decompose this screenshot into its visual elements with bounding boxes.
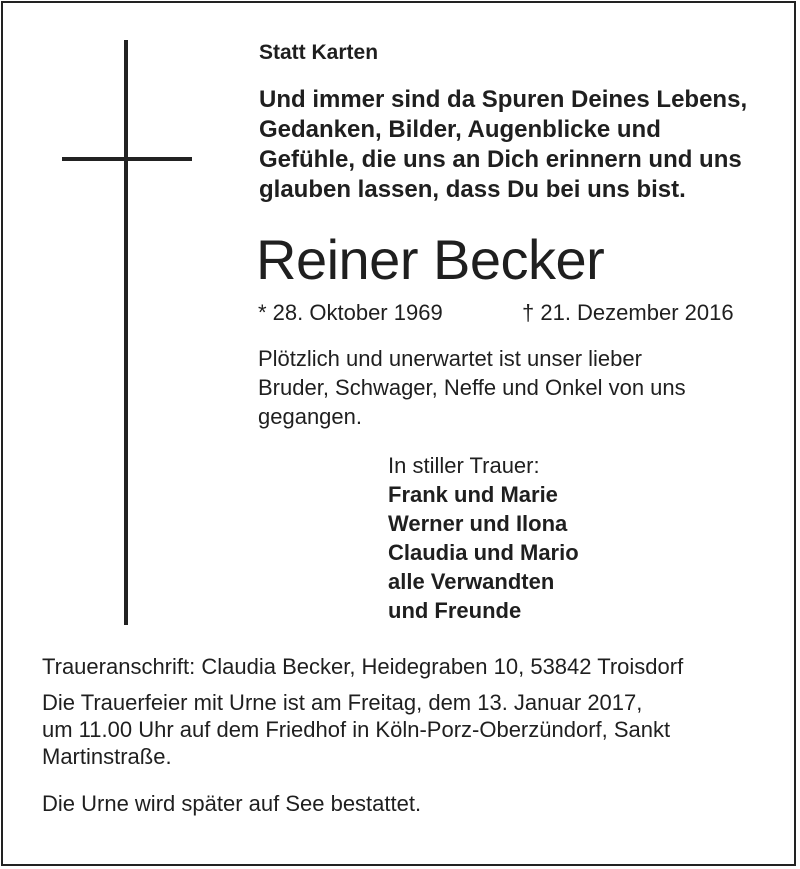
notice-line: Bruder, Schwager, Neffe und Onkel von uns [258, 375, 686, 400]
mourner-name: und Freunde [388, 598, 522, 623]
burial-note: Die Urne wird später auf See bestattet. [42, 791, 422, 816]
quote-line: Und immer sind da Spuren Deines Lebens, [259, 86, 748, 113]
mourner-name: alle Verwandten [388, 569, 555, 594]
quote-line: glauben lassen, dass Du bei uns bist. [259, 176, 686, 203]
deceased-name: Reiner Becker [256, 228, 605, 291]
death-date: † 21. Dezember 2016 [522, 300, 734, 325]
mourner-name: Claudia und Mario [388, 540, 579, 565]
cross-icon-vertical [124, 40, 128, 625]
quote-line: Gefühle, die uns an Dich erinnern und uns [259, 146, 742, 173]
mourner-name: Werner und Ilona [388, 511, 568, 536]
ceremony-line: um 11.00 Uhr auf dem Friedhof in Köln-Porz-Oberzündorf, Sankt [42, 717, 671, 742]
death-notice-text [258, 344, 686, 431]
mourner-name: Frank und Marie [388, 482, 558, 507]
ceremony-details [42, 689, 670, 770]
notice-line: Plötzlich und unerwartet ist unser lieber [258, 346, 642, 371]
notice-line: gegangen. [258, 404, 362, 429]
ceremony-line: Martinstraße. [42, 744, 172, 769]
heading-statt-karten: Statt Karten [259, 41, 379, 64]
quote-line: Gedanken, Bilder, Augenblicke und [259, 116, 661, 143]
birth-date: * 28. Oktober 1969 [258, 300, 443, 325]
ceremony-line: Die Trauerfeier mit Urne ist am Freitag, dem 13. Januar 2017, [42, 690, 643, 715]
cross-icon-horizontal [62, 157, 192, 161]
mourners-block [388, 451, 579, 625]
mourning-label: In stiller Trauer: [388, 453, 540, 478]
mourning-address: Traueranschrift: Claudia Becker, Heidegraben 10, 53842 Troisdorf [42, 654, 684, 679]
memorial-quote [259, 85, 747, 205]
